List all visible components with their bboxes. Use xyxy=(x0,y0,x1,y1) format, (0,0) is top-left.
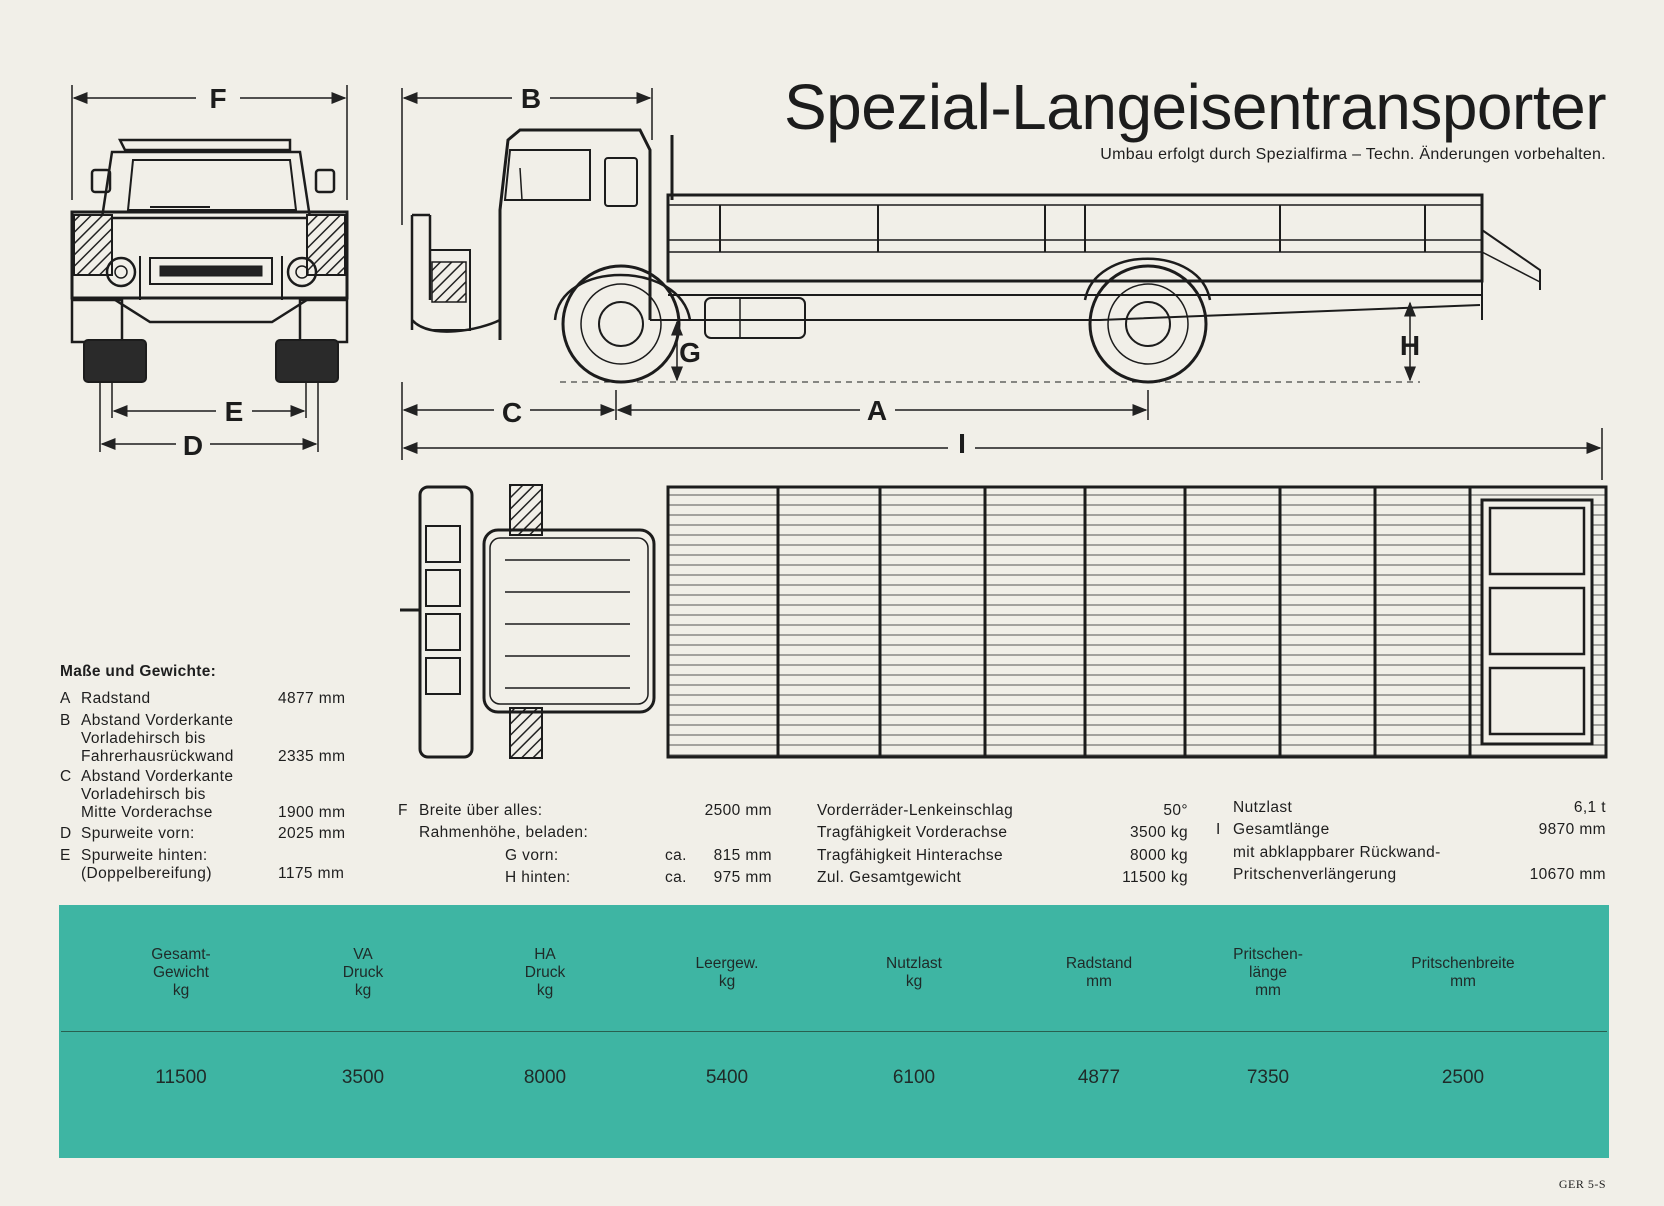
spec-label: mit abklappbarer Rückwand- xyxy=(1233,844,1441,861)
spec-label: Abstand Vorderkante xyxy=(81,712,234,729)
spec-label: Breite über alles: xyxy=(419,802,543,819)
spec-label: Spurweite hinten: xyxy=(81,847,208,864)
spec-label: Fahrerhausrückwand xyxy=(81,748,234,765)
spec-key: D xyxy=(60,825,72,842)
table-header: Pritschen- länge mm xyxy=(1233,946,1303,999)
table-cell: 4877 xyxy=(1077,1067,1121,1088)
spec-label: Vorderräder-Lenkeinschlag xyxy=(817,802,1014,819)
table-cell: 5400 xyxy=(705,1067,749,1088)
spec-key: B xyxy=(60,712,71,729)
dim-label-C: C xyxy=(501,397,523,428)
table-header: VA Druck kg xyxy=(342,946,384,999)
spec-value: 10670 mm xyxy=(1529,866,1606,883)
spec-label: Pritschenverlängerung xyxy=(1233,866,1397,883)
table-cell: 6100 xyxy=(892,1067,936,1088)
spec-value: 11500 kg xyxy=(1122,869,1188,886)
spec-label: Vorladehirsch bis xyxy=(81,786,206,803)
spec-label: (Doppelbereifung) xyxy=(81,865,212,882)
dim-label-D: D xyxy=(182,430,204,461)
spec-value: 1900 mm xyxy=(278,804,346,821)
table-header: Gesamt- Gewicht kg xyxy=(151,946,211,999)
spec-value: 975 mm xyxy=(713,869,772,886)
dim-label-H: H xyxy=(1399,330,1421,361)
spec-label: Abstand Vorderkante xyxy=(81,768,234,785)
table-header: Nutzlast kg xyxy=(886,955,942,990)
table-cell: 2500 xyxy=(1441,1067,1485,1088)
spec-label: Zul. Gesamtgewicht xyxy=(817,869,962,886)
table-header: Leergew. kg xyxy=(695,955,759,990)
spec-key: F xyxy=(398,802,408,819)
spec-label: Spurweite vorn: xyxy=(81,825,195,842)
dim-label-A: A xyxy=(866,395,888,426)
spec-prefix: ca. xyxy=(665,847,687,864)
dim-label-G: G xyxy=(679,337,701,368)
spec-value: 3500 kg xyxy=(1130,824,1188,841)
dim-label-B: B xyxy=(520,83,542,114)
spec-key: E xyxy=(60,847,71,864)
spec-label: Mitte Vorderachse xyxy=(81,804,213,821)
table-header: Pritschenbreite mm xyxy=(1411,955,1515,990)
page-title: Spezial-Langeisentransporter xyxy=(783,71,1606,143)
specs-title: Maße und Gewichte: xyxy=(60,663,217,680)
spec-key: I xyxy=(1216,821,1221,838)
table-header: HA Druck kg xyxy=(524,946,566,999)
front-view xyxy=(72,85,347,452)
spec-prefix: ca. xyxy=(665,869,687,886)
spec-value: 2335 mm xyxy=(278,748,346,765)
dim-label-E: E xyxy=(224,396,244,427)
spec-value: 8000 kg xyxy=(1130,847,1188,864)
spec-label: Radstand xyxy=(81,690,151,707)
spec-value: 1175 mm xyxy=(278,865,345,882)
table-cell: 11500 xyxy=(155,1067,207,1088)
spec-key: C xyxy=(60,768,72,785)
table-header: Radstand mm xyxy=(1065,955,1133,990)
spec-label: Gesamtlänge xyxy=(1233,821,1330,838)
spec-label: Nutzlast xyxy=(1233,799,1293,816)
table-cell: 3500 xyxy=(341,1067,385,1088)
table-divider xyxy=(61,1031,1607,1032)
table-cell: 7350 xyxy=(1246,1067,1290,1088)
dim-label-F: F xyxy=(209,83,227,114)
spec-value: 50° xyxy=(1163,802,1188,819)
top-view xyxy=(400,485,1606,758)
spec-label: G vorn: xyxy=(505,847,559,864)
spec-value: 9870 mm xyxy=(1538,821,1606,838)
page-subtitle: Umbau erfolgt durch Spezialfirma – Techn. Änderungen vorbehalten. xyxy=(1100,146,1606,163)
spec-value: 2500 mm xyxy=(704,802,772,819)
spec-value: 6,1 t xyxy=(1573,799,1606,816)
spec-value: 2025 mm xyxy=(278,825,346,842)
spec-key: A xyxy=(60,690,71,707)
spec-value: 4877 mm xyxy=(278,690,346,707)
spec-label: Rahmenhöhe, beladen: xyxy=(419,824,589,841)
spec-label: Vorladehirsch bis xyxy=(81,730,206,747)
dim-label-I: I xyxy=(958,428,966,459)
spec-value: 815 mm xyxy=(713,847,772,864)
spec-label: Tragfähigkeit Vorderachse xyxy=(817,824,1008,841)
spec-label: H hinten: xyxy=(505,869,571,886)
summary-table xyxy=(59,905,1609,1158)
spec-label: Tragfähigkeit Hinterachse xyxy=(817,847,1004,864)
table-cell: 8000 xyxy=(523,1067,567,1088)
page-code: GER 5-S xyxy=(1558,1177,1606,1191)
